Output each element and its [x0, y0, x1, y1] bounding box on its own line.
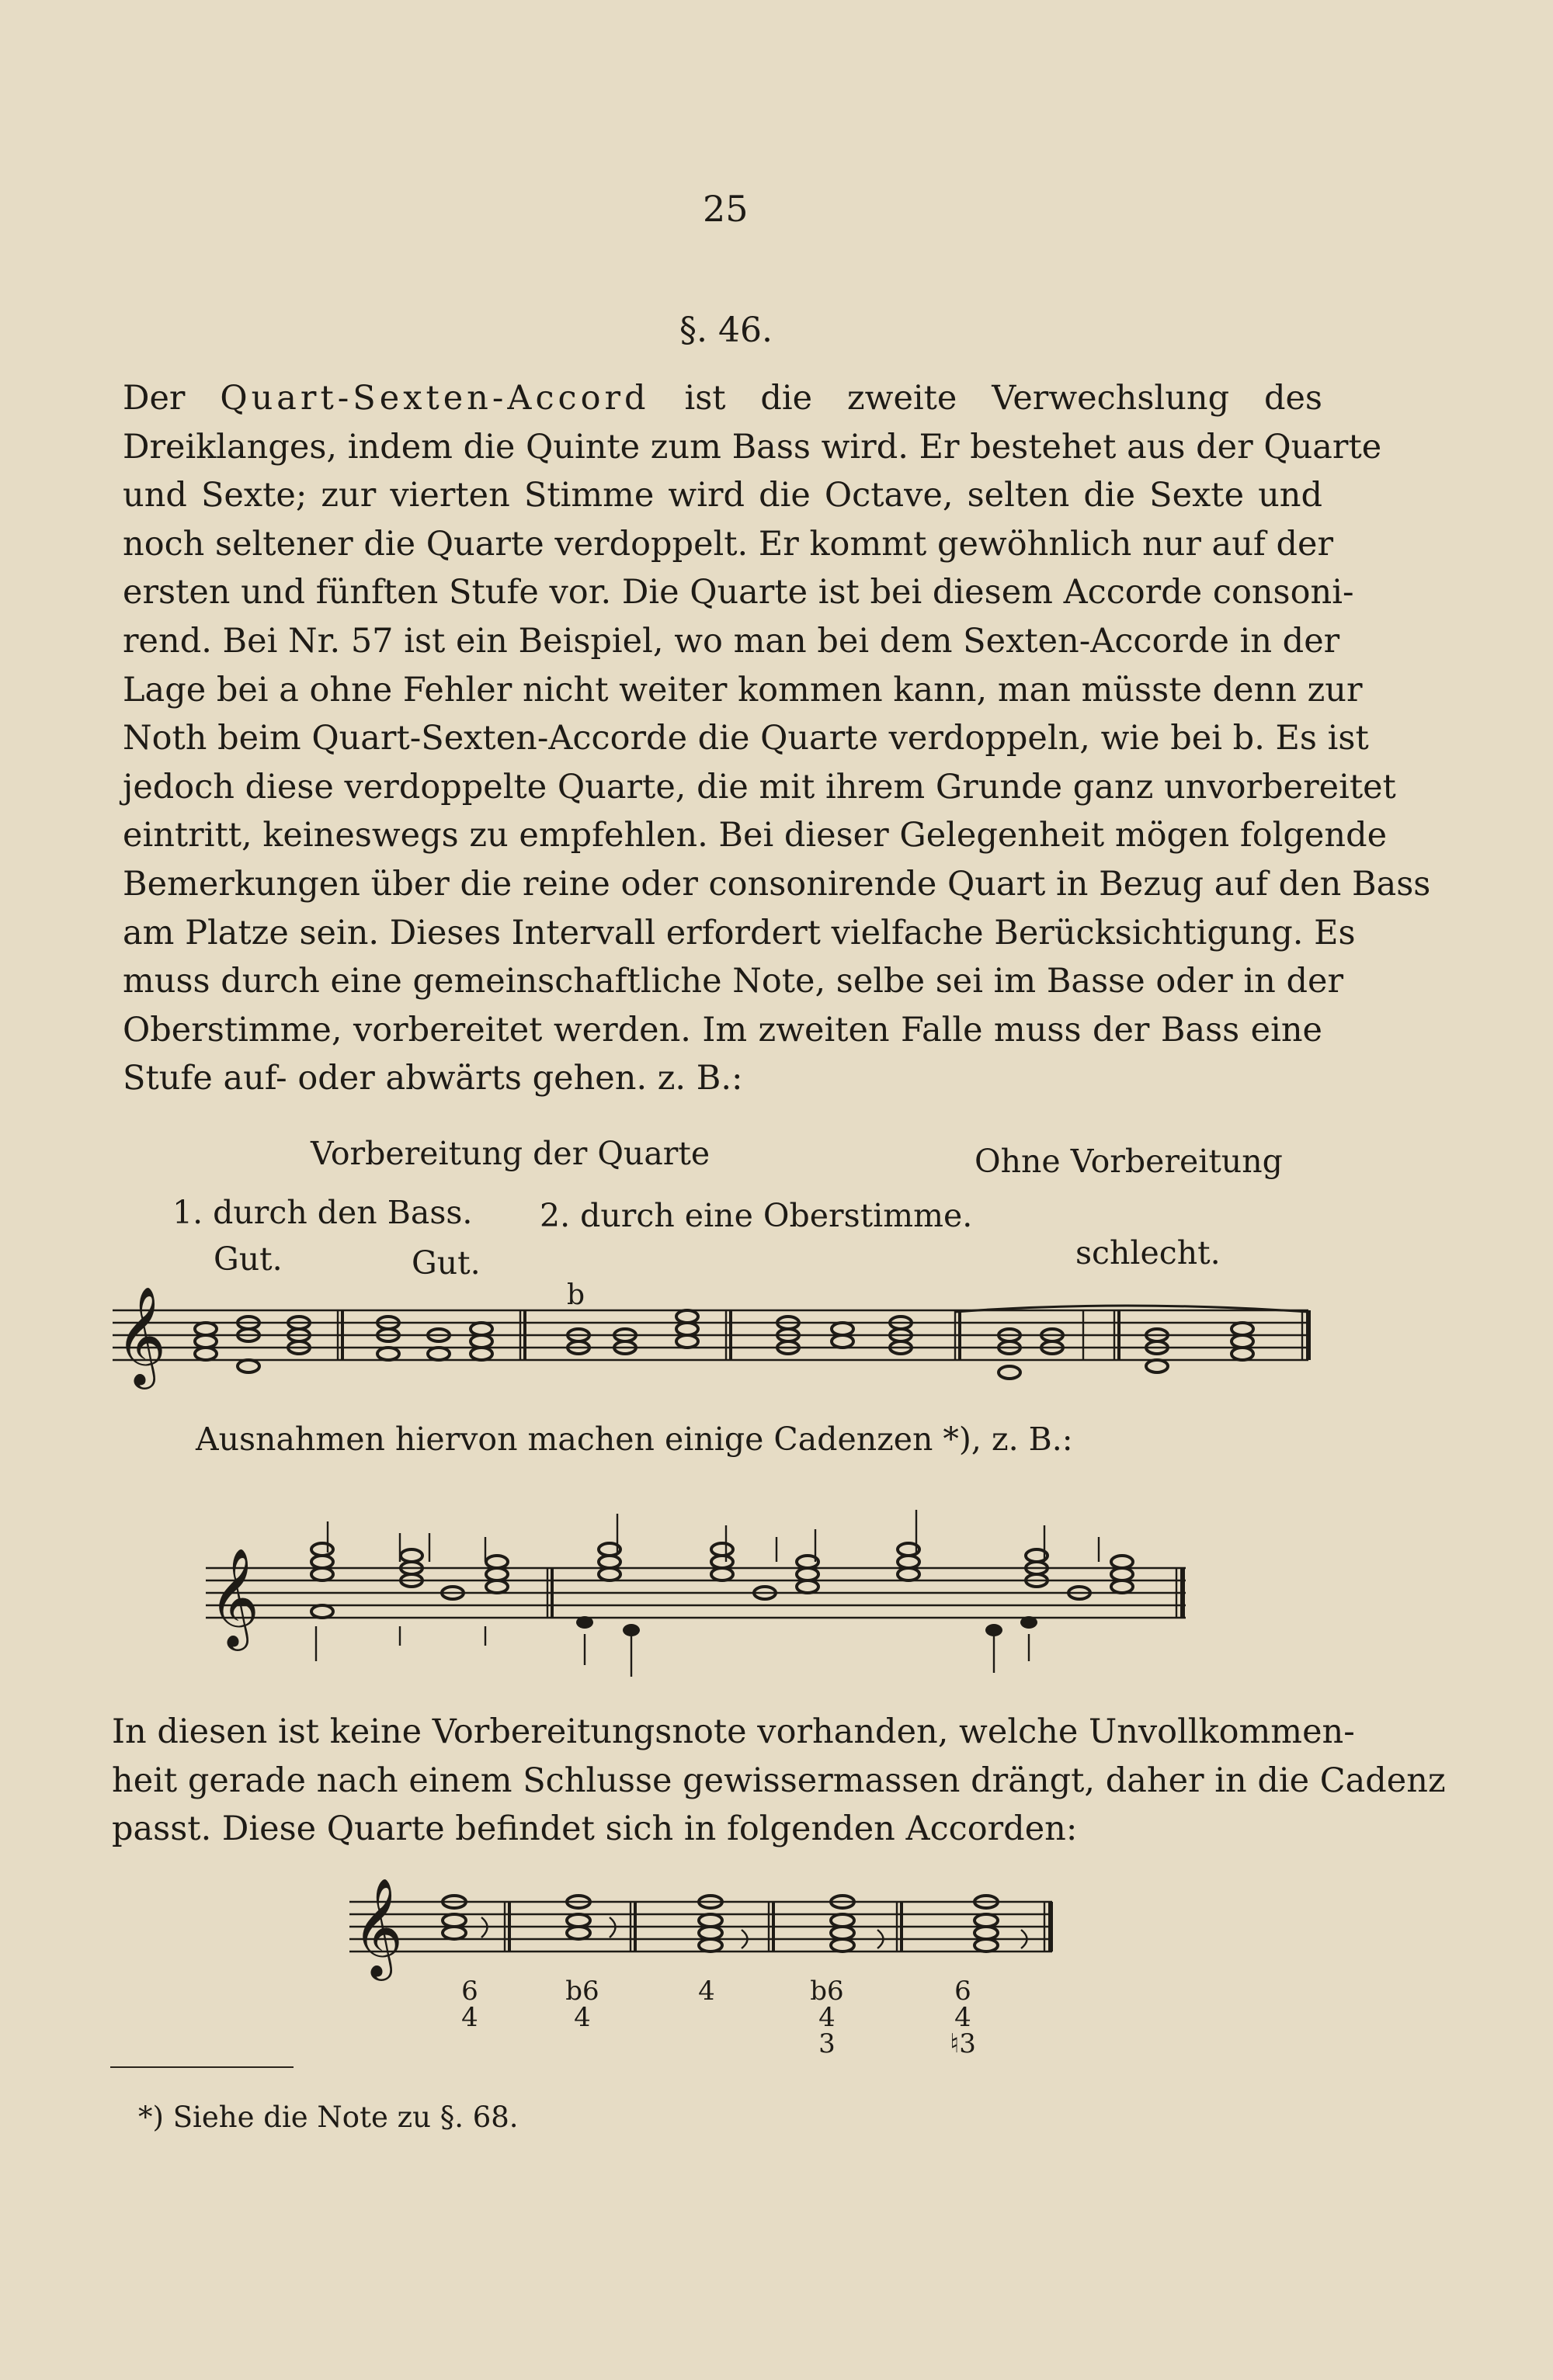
- figure-numeral: 4: [954, 2002, 971, 2033]
- paragraph-line: heit gerade nach einem Schlusse gewissermassen drängt, daher in die Cadenz: [112, 1761, 1446, 1800]
- figured-bass-4: [804, 1978, 850, 2057]
- paragraph-line: muss durch eine gemeinschaftliche Note, selbe sei im Basse oder in der: [123, 962, 1344, 1001]
- paragraph-line: Oberstimme, vorbereitet werden. Im zweiten Falle muss der Bass eine: [123, 1010, 1322, 1049]
- paragraph-1: [123, 374, 1431, 1103]
- music-example-chords: [349, 1871, 1056, 1987]
- figure-numeral: 6: [954, 1976, 971, 2007]
- example1-flat-sign: b: [567, 1279, 585, 1311]
- paragraph-line: rend. Bei Nr. 57 ist ein Beispiel, wo man bei dem Sexten-Accorde in der: [123, 621, 1340, 661]
- example1-sub1: 1. durch den Bass.: [172, 1194, 473, 1231]
- treble-clef-icon: 𝄞: [353, 1877, 404, 1976]
- paragraph-line: [123, 374, 1322, 423]
- paragraph-line: Lage bei a ohne Fehler nicht weiter kommen kann, man müsste denn zur: [123, 670, 1363, 709]
- example1-sub2: 2. durch eine Oberstimme.: [540, 1197, 973, 1234]
- footnote: *) Siehe die Note zu §. 68.: [138, 2101, 519, 2134]
- paragraph-line: jedoch diese verdoppelte Quarte, die mit ihrem Grunde ganz unvorbereitet: [123, 767, 1396, 807]
- figure-numeral: b6: [565, 1976, 599, 2007]
- paragraph-line: passt. Diese Quarte befindet sich in folgenden Accorden:: [112, 1809, 1078, 1849]
- figure-numeral: 4: [698, 1976, 715, 2007]
- term-quart-sexten-accord: Quart-Sexten-Accord: [220, 379, 650, 418]
- figure-numeral: 3: [818, 2028, 836, 2059]
- cadence-intro: Ausnahmen hiervon machen einige Cadenzen *), z. B.:: [196, 1421, 1073, 1458]
- paragraph-2: [112, 1708, 1446, 1854]
- paragraph-line: ersten und fünften Stufe vor. Die Quarte ist bei diesem Accorde consoni-: [123, 573, 1354, 612]
- paragraph-line: am Platze sein. Dieses Intervall erfordert vielfache Berücksichtigung. Es: [123, 913, 1356, 952]
- treble-clef-icon: 𝄞: [116, 1285, 167, 1385]
- paragraph-line: noch seltener die Quarte verdoppelt. Er kommt gewöhnlich nur auf der: [123, 524, 1334, 564]
- music-example-1: [113, 1285, 1320, 1405]
- figured-bass-5: [940, 1978, 986, 2057]
- line-start: Der: [123, 379, 221, 418]
- figured-bass-2: [559, 1978, 606, 2031]
- paragraph-line: und Sexte; zur vierten Stimme wird die Octave, selten die Sexte und: [123, 476, 1322, 515]
- section-heading: §. 46.: [679, 311, 773, 350]
- figured-bass-3: [691, 1976, 722, 2007]
- figure-numeral: ♮3: [950, 2028, 976, 2059]
- page-number: 25: [703, 188, 749, 230]
- figure-numeral: 4: [461, 2002, 478, 2033]
- paragraph-line: In diesen ist keine Vorbereitungsnote vorhanden, welche Unvollkommen-: [112, 1712, 1355, 1751]
- figure-numeral: 4: [818, 2002, 836, 2033]
- example1-schlecht: schlecht.: [1075, 1234, 1221, 1272]
- figured-bass-1: [454, 1978, 485, 2031]
- footnote-rule: [110, 2066, 294, 2068]
- paragraph-line: eintritt, keineswegs zu empfehlen. Bei dieser Gelegenheit mögen folgende: [123, 816, 1388, 855]
- figure-numeral: 6: [461, 1976, 478, 2007]
- paragraph-line: Dreiklanges, indem die Quinte zum Bass wird. Er bestehet aus der Quarte: [123, 427, 1382, 467]
- paragraph-line: Noth beim Quart-Sexten-Accorde die Quarte verdoppeln, wie bei b. Es ist: [123, 719, 1369, 758]
- paragraph-line: Stufe auf- oder abwärts gehen. z. B.:: [123, 1059, 743, 1098]
- example1-gut-2: Gut.: [412, 1244, 481, 1282]
- line-end: ist die zweite Verwechslung des: [649, 379, 1322, 418]
- treble-clef-icon: 𝄞: [209, 1547, 260, 1646]
- figure-numeral: 4: [574, 2002, 591, 2033]
- example1-heading-left: Vorbereitung der Quarte: [311, 1135, 710, 1172]
- example1-gut-1: Gut.: [214, 1240, 283, 1278]
- figure-numeral: b6: [810, 1976, 844, 2007]
- music-example-cadences: [206, 1498, 1192, 1684]
- example1-heading-right: Ohne Vorbereitung: [975, 1143, 1283, 1180]
- paragraph-line: Bemerkungen über die reine oder consonirende Quart in Bezug auf den Bass: [123, 864, 1431, 904]
